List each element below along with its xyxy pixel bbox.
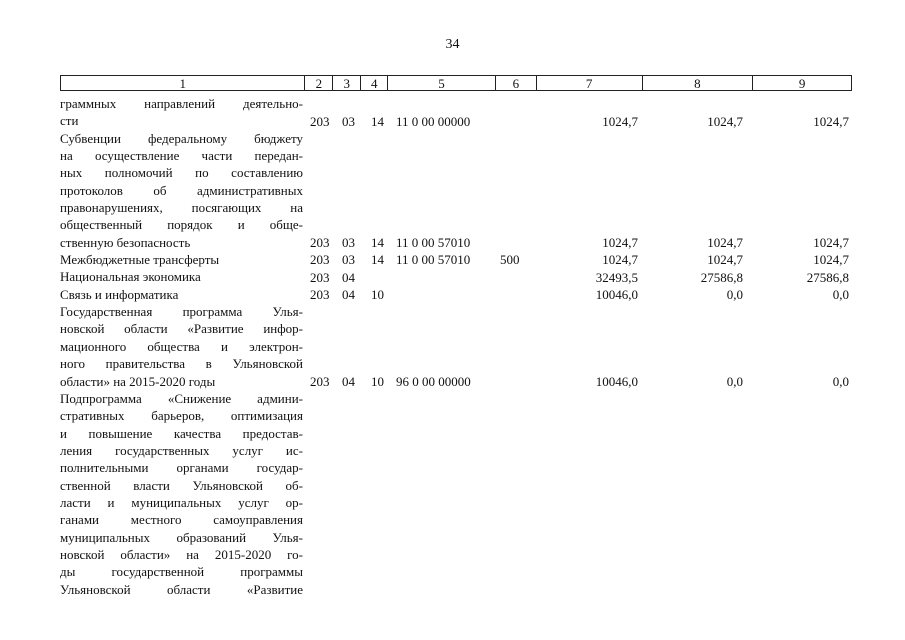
header-col-9: 9 <box>798 76 806 91</box>
description-line: новской области» на 2015-2020 го- <box>60 546 303 562</box>
row-values <box>60 269 852 286</box>
header-col-5: 5 <box>388 76 496 90</box>
cell-amount-8: 0,0 <box>726 287 743 303</box>
cell-col4: 14 <box>371 235 384 251</box>
cell-amount-7: 1024,7 <box>602 113 638 129</box>
table-row <box>60 268 852 285</box>
header-col-7: 7 <box>537 76 643 90</box>
description-line: ления государственных услуг ис- <box>60 442 303 458</box>
header-col-3: 3 <box>333 76 361 90</box>
cell-subsection: 04 <box>342 287 355 303</box>
description-line: ганами местного самоуправления <box>60 512 303 528</box>
description-line: ды государственной программы <box>60 564 303 580</box>
table-row <box>60 130 852 251</box>
table-row <box>60 286 852 303</box>
row-description <box>60 390 303 598</box>
description-line: Субвенции федеральному бюджету <box>60 130 303 146</box>
cell-amount-7: 1024,7 <box>602 252 638 268</box>
cell-subsection: 03 <box>342 252 355 268</box>
description-line: Межбюджетные трансферты <box>60 252 220 268</box>
table-header-row <box>60 75 852 91</box>
table-row <box>60 95 852 130</box>
description-line: ного правительства в Ульяновской <box>60 356 303 372</box>
header-col-8: 8 <box>643 76 754 90</box>
description-line: протоколов об административных <box>60 182 303 198</box>
row-values <box>60 373 852 390</box>
cell-amount-9: 0,0 <box>832 287 849 303</box>
cell-amount-8: 1024,7 <box>707 113 743 129</box>
cell-amount-9: 1024,7 <box>813 113 849 129</box>
header-col-6: 6 <box>496 76 537 90</box>
description-line: Подпрограмма «Снижение админи- <box>60 390 303 406</box>
description-line: сти <box>60 113 79 129</box>
row-description <box>60 130 303 251</box>
description-line: на осуществление части передан- <box>60 148 303 164</box>
page-number: 34 <box>445 37 460 52</box>
row-values <box>60 113 852 130</box>
table-row <box>60 251 852 268</box>
description-line: Связь и информатика <box>60 286 179 302</box>
cell-target-article: 11 0 00 57010 <box>396 252 471 268</box>
cell-section: 203 <box>310 269 330 285</box>
cell-amount-8: 1024,7 <box>707 252 743 268</box>
cell-amount-8: 0,0 <box>726 373 743 389</box>
description-line: правонарушениях, посягающих на <box>60 200 303 216</box>
cell-amount-9: 1024,7 <box>813 235 849 251</box>
cell-target-article: 11 0 00 57010 <box>396 235 471 251</box>
description-line: и повышение качества предостав- <box>60 425 303 441</box>
cell-amount-8: 1024,7 <box>707 235 743 251</box>
description-line: Национальная экономика <box>60 269 201 285</box>
row-values <box>60 234 852 251</box>
header-col-1: 1 <box>61 76 305 90</box>
description-line: новской области «Развитие инфор- <box>60 321 303 337</box>
table-body <box>60 95 852 598</box>
header-col-4: 4 <box>361 76 388 90</box>
cell-section: 203 <box>310 373 330 389</box>
cell-target-article: 96 0 00 00000 <box>396 373 471 389</box>
cell-subsection: 04 <box>342 373 355 389</box>
description-line: мационного общества и электрон- <box>60 338 303 354</box>
cell-amount-9: 27586,8 <box>806 269 849 285</box>
header-col-2: 2 <box>305 76 333 90</box>
cell-amount-7: 10046,0 <box>595 287 638 303</box>
cell-target-article: 11 0 00 00000 <box>396 113 471 129</box>
table-row <box>60 390 852 598</box>
description-line: области» на 2015-2020 годы <box>60 373 216 389</box>
description-line: стративных барьеров, оптимизация <box>60 408 303 424</box>
cell-section: 203 <box>310 113 330 129</box>
cell-amount-9: 0,0 <box>832 373 849 389</box>
description-line: ласти и муниципальных услуг ор- <box>60 494 303 510</box>
description-line: общественный порядок и обще- <box>60 217 303 233</box>
cell-col4: 14 <box>371 252 384 268</box>
description-line: Ульяновской области «Развитие <box>60 581 303 597</box>
cell-col4: 10 <box>371 287 384 303</box>
cell-amount-7: 32493,5 <box>595 269 638 285</box>
row-values <box>60 286 852 303</box>
row-values <box>60 251 852 268</box>
cell-expense-type: 500 <box>500 252 520 268</box>
cell-amount-7: 1024,7 <box>602 235 638 251</box>
description-line: граммных направлений деятельно- <box>60 96 303 111</box>
cell-amount-9: 1024,7 <box>813 252 849 268</box>
cell-subsection: 03 <box>342 235 355 251</box>
description-line: ственной власти Ульяновской об- <box>60 477 303 493</box>
cell-subsection: 04 <box>342 269 355 285</box>
row-values <box>60 581 852 598</box>
description-line: муниципальных образований Улья- <box>60 529 303 545</box>
cell-amount-8: 27586,8 <box>700 269 743 285</box>
cell-section: 203 <box>310 235 330 251</box>
cell-amount-7: 10046,0 <box>595 373 638 389</box>
description-line: ственную безопасность <box>60 234 191 250</box>
description-line: полнительными органами государ- <box>60 460 303 476</box>
cell-section: 203 <box>310 287 330 303</box>
table-row <box>60 303 852 390</box>
cell-col4: 10 <box>371 373 384 389</box>
description-line: ных полномочий по составлению <box>60 165 303 181</box>
cell-subsection: 03 <box>342 113 355 129</box>
description-line: Государственная программа Улья- <box>60 304 303 320</box>
cell-section: 203 <box>310 252 330 268</box>
cell-col4: 14 <box>371 113 384 129</box>
